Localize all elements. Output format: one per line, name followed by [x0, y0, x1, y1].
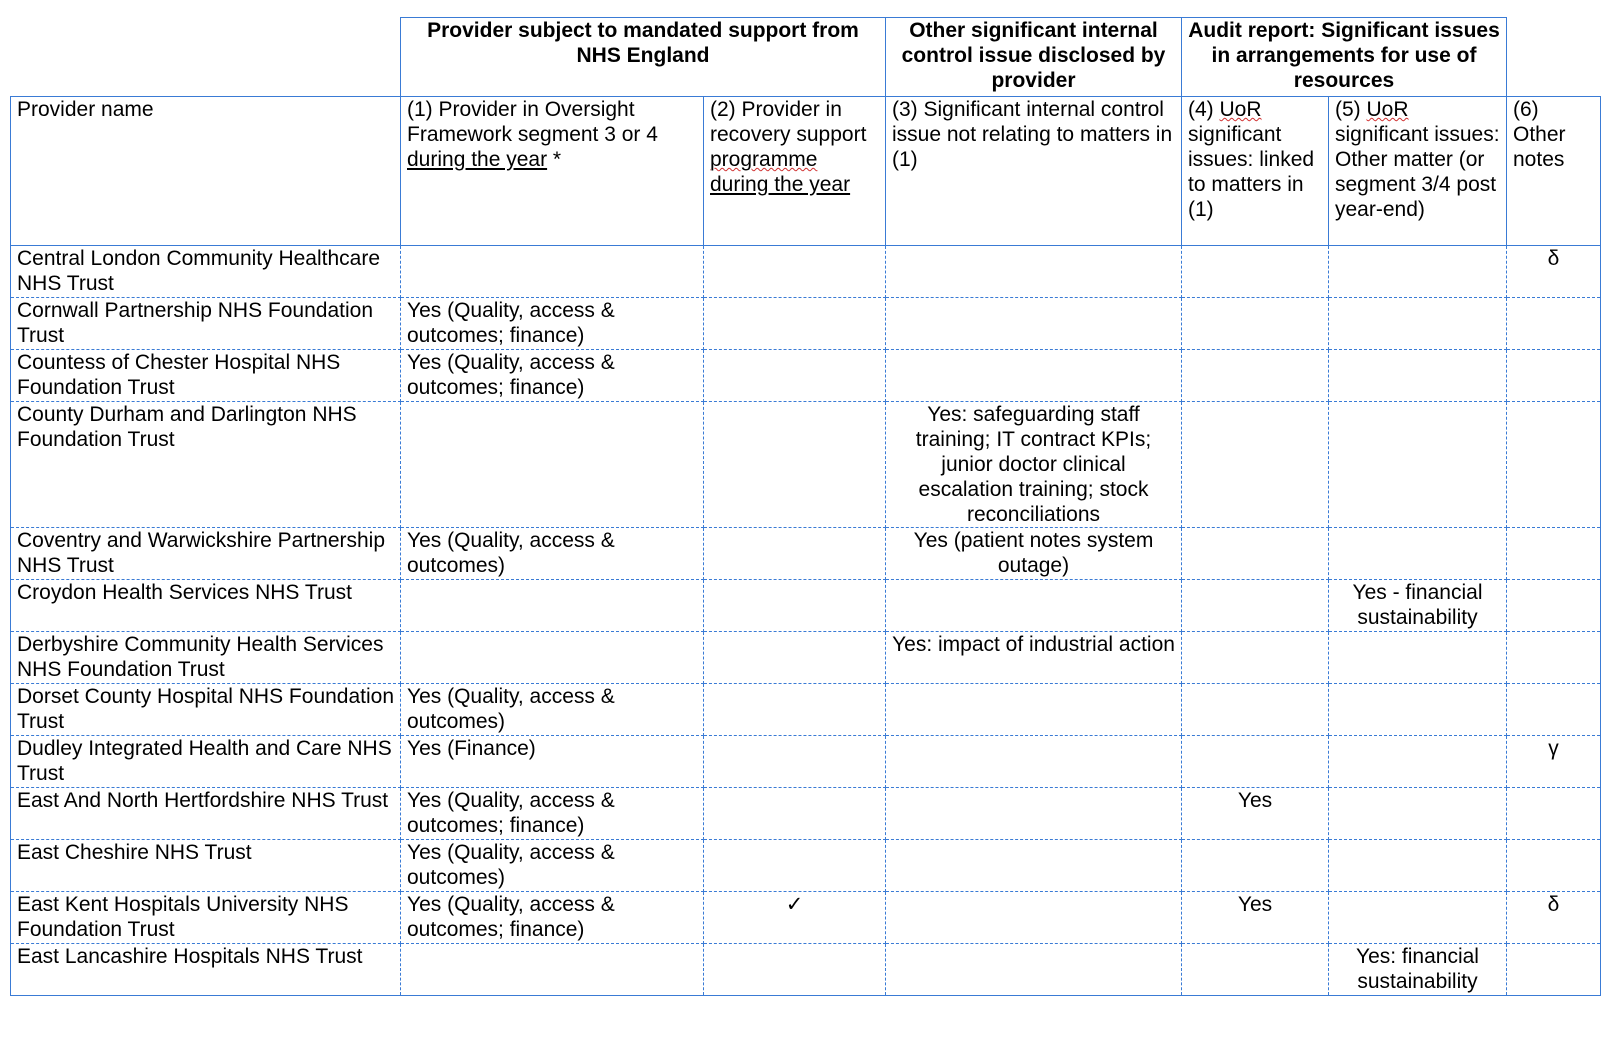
oversight-cell: Yes (Finance) — [401, 736, 704, 788]
recovery-cell: ✓ — [704, 892, 886, 944]
provider-name-cell: Central London Community Healthcare NHS Trust — [11, 246, 401, 298]
other-notes-cell: δ — [1507, 892, 1601, 944]
uor-linked-cell — [1182, 528, 1329, 580]
group-header-internal-control: Other significant internal control issue disclosed by provider — [886, 18, 1182, 97]
uor-linked-cell: Yes — [1182, 788, 1329, 840]
recovery-cell — [704, 298, 886, 350]
oversight-cell: Yes (Quality, access & outcomes) — [401, 528, 704, 580]
table-row — [11, 528, 1601, 580]
oversight-cell: Yes (Quality, access & outcomes; finance) — [401, 892, 704, 944]
blank-header-cell — [11, 18, 401, 97]
internal-control-cell — [886, 944, 1182, 996]
internal-control-cell: Yes (patient notes system outage) — [886, 528, 1182, 580]
uor-other-cell — [1329, 528, 1507, 580]
oversight-cell: Yes (Quality, access & outcomes) — [401, 840, 704, 892]
uor-linked-cell — [1182, 632, 1329, 684]
provider-name-cell: Dorset County Hospital NHS Foundation Trust — [11, 684, 401, 736]
oversight-cell: Yes (Quality, access & outcomes; finance) — [401, 788, 704, 840]
uor-other-cell — [1329, 246, 1507, 298]
other-notes-cell — [1507, 298, 1601, 350]
header-wavy-text: UoR — [1366, 98, 1409, 121]
table-row — [11, 350, 1601, 402]
uor-linked-cell — [1182, 350, 1329, 402]
recovery-cell — [704, 246, 886, 298]
uor-linked-cell — [1182, 944, 1329, 996]
uor-other-cell — [1329, 788, 1507, 840]
recovery-cell — [704, 580, 886, 632]
internal-control-cell — [886, 580, 1182, 632]
uor-other-cell: Yes - financial sustainability — [1329, 580, 1507, 632]
other-notes-cell — [1507, 580, 1601, 632]
internal-control-cell — [886, 736, 1182, 788]
recovery-cell — [704, 402, 886, 528]
group-header-mandated-support: Provider subject to mandated support from NHS England — [401, 18, 886, 97]
oversight-cell — [401, 246, 704, 298]
recovery-cell — [704, 944, 886, 996]
header-text: significant issues: linked to matters in (1) — [1188, 123, 1315, 221]
other-notes-cell — [1507, 684, 1601, 736]
uor-linked-cell: Yes — [1182, 892, 1329, 944]
uor-other-cell — [1329, 736, 1507, 788]
provider-name-cell: Coventry and Warwickshire Partnership NHS Trust — [11, 528, 401, 580]
recovery-cell — [704, 350, 886, 402]
uor-other-cell — [1329, 840, 1507, 892]
internal-control-cell — [886, 788, 1182, 840]
column-header-uor-linked — [1182, 97, 1329, 246]
internal-control-cell — [886, 246, 1182, 298]
header-underlined-text: during the year — [710, 173, 851, 196]
header-underlined-text: during the year — [407, 148, 548, 171]
oversight-cell — [401, 632, 704, 684]
oversight-cell: Yes (Quality, access & outcomes) — [401, 684, 704, 736]
oversight-cell: Yes (Quality, access & outcomes; finance) — [401, 298, 704, 350]
uor-linked-cell — [1182, 298, 1329, 350]
table-row — [11, 632, 1601, 684]
other-notes-cell — [1507, 944, 1601, 996]
header-text: (5) — [1335, 98, 1367, 121]
provider-name-cell: Cornwall Partnership NHS Foundation Trust — [11, 298, 401, 350]
internal-control-cell — [886, 298, 1182, 350]
provider-name-cell: Croydon Health Services NHS Trust — [11, 580, 401, 632]
table-row — [11, 684, 1601, 736]
recovery-cell — [704, 632, 886, 684]
table-row — [11, 788, 1601, 840]
other-notes-cell — [1507, 632, 1601, 684]
provider-name-cell: Countess of Chester Hospital NHS Foundation Trust — [11, 350, 401, 402]
oversight-cell — [401, 944, 704, 996]
uor-linked-cell — [1182, 580, 1329, 632]
uor-other-cell — [1329, 892, 1507, 944]
uor-other-cell — [1329, 632, 1507, 684]
uor-linked-cell — [1182, 402, 1329, 528]
table-row — [11, 736, 1601, 788]
uor-linked-cell — [1182, 736, 1329, 788]
column-header-provider-name: Provider name — [11, 97, 401, 246]
internal-control-cell — [886, 684, 1182, 736]
table-row — [11, 892, 1601, 944]
column-header-internal-control: (3) Significant internal control issue not relating to matters in (1) — [886, 97, 1182, 246]
internal-control-cell — [886, 350, 1182, 402]
uor-linked-cell — [1182, 246, 1329, 298]
oversight-cell: Yes (Quality, access & outcomes; finance) — [401, 350, 704, 402]
recovery-cell — [704, 528, 886, 580]
column-header-row — [11, 97, 1601, 246]
provider-name-cell: East Cheshire NHS Trust — [11, 840, 401, 892]
provider-name-cell: Dudley Integrated Health and Care NHS Trust — [11, 736, 401, 788]
header-wavy-text: programme — [710, 148, 818, 171]
group-header-audit-report: Audit report: Significant issues in arrangements for use of resources — [1182, 18, 1507, 97]
oversight-cell — [401, 402, 704, 528]
other-notes-cell — [1507, 402, 1601, 528]
recovery-cell — [704, 684, 886, 736]
uor-other-cell — [1329, 402, 1507, 528]
other-notes-cell — [1507, 840, 1601, 892]
uor-linked-cell — [1182, 840, 1329, 892]
table-row — [11, 402, 1601, 528]
uor-other-cell: Yes: financial sustainability — [1329, 944, 1507, 996]
blank-header-cell — [1507, 18, 1601, 97]
recovery-cell — [704, 736, 886, 788]
provider-name-cell: Derbyshire Community Health Services NHS Foundation Trust — [11, 632, 401, 684]
internal-control-cell — [886, 840, 1182, 892]
column-header-recovery-support — [704, 97, 886, 246]
table-row — [11, 580, 1601, 632]
column-header-other-notes: (6) Other notes — [1507, 97, 1601, 246]
oversight-cell — [401, 580, 704, 632]
column-header-oversight-segment — [401, 97, 704, 246]
table-row — [11, 298, 1601, 350]
provider-name-cell: East Lancashire Hospitals NHS Trust — [11, 944, 401, 996]
recovery-cell — [704, 788, 886, 840]
other-notes-cell — [1507, 528, 1601, 580]
other-notes-cell — [1507, 350, 1601, 402]
uor-other-cell — [1329, 350, 1507, 402]
internal-control-cell: Yes: impact of industrial action — [886, 632, 1182, 684]
header-text: significant issues: Other matter (or segment 3/4 post year-end) — [1335, 123, 1500, 221]
provider-name-cell: County Durham and Darlington NHS Foundation Trust — [11, 402, 401, 528]
provider-name-cell: East Kent Hospitals University NHS Foundation Trust — [11, 892, 401, 944]
uor-other-cell — [1329, 684, 1507, 736]
internal-control-cell — [886, 892, 1182, 944]
uor-other-cell — [1329, 298, 1507, 350]
column-header-uor-other — [1329, 97, 1507, 246]
table-row — [11, 840, 1601, 892]
header-wavy-text: UoR — [1219, 98, 1262, 121]
internal-control-cell: Yes: safeguarding staff training; IT contract KPIs; junior doctor clinical escalation training; stock reconciliations — [886, 402, 1182, 528]
provider-name-cell: East And North Hertfordshire NHS Trust — [11, 788, 401, 840]
header-text: (2) Provider in recovery support — [710, 98, 867, 146]
header-text: * — [547, 148, 562, 171]
uor-linked-cell — [1182, 684, 1329, 736]
provider-table — [10, 17, 1601, 996]
other-notes-cell — [1507, 788, 1601, 840]
recovery-cell — [704, 840, 886, 892]
header-text: (1) Provider in Oversight Framework segment 3 or 4 — [407, 98, 658, 146]
other-notes-cell: γ — [1507, 736, 1601, 788]
table-row — [11, 246, 1601, 298]
group-header-row — [11, 18, 1601, 97]
other-notes-cell: δ — [1507, 246, 1601, 298]
table-row — [11, 944, 1601, 996]
header-text: (4) — [1188, 98, 1220, 121]
